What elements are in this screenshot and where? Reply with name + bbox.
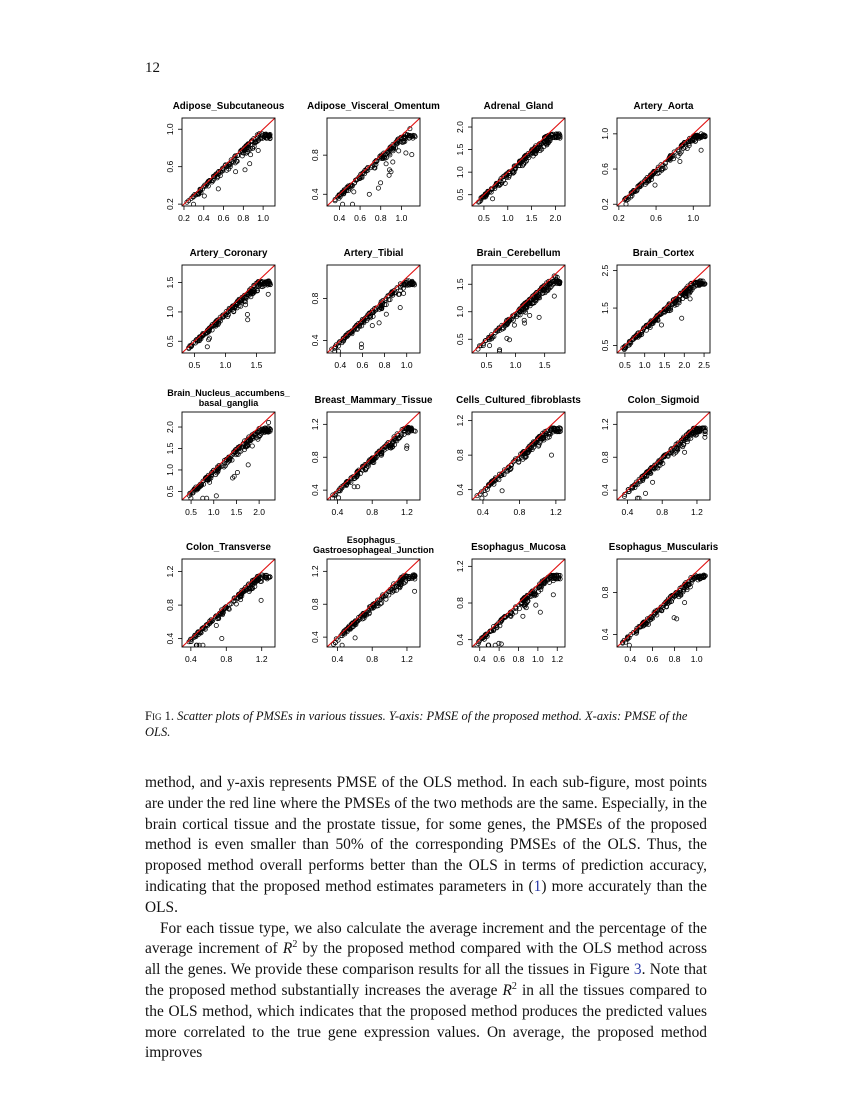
paragraph-1-part-3: ) more accurately than the OLS. (145, 877, 707, 916)
y-tick-label: 0.4 (310, 631, 320, 644)
y-tick-label: 0.4 (310, 334, 320, 347)
y-tick-label: 0.4 (165, 632, 175, 645)
scatter-point (552, 294, 556, 298)
points-group (330, 425, 417, 500)
paragraph-2-part-3: . Note that the proposed method substantially increases the average (145, 961, 707, 999)
x-tick-label: 0.6 (646, 654, 659, 664)
y-tick-label: 0.2 (165, 198, 175, 211)
x-tick-label: 0.8 (378, 360, 391, 370)
scatter-point (259, 598, 263, 602)
paragraph-2 (145, 919, 707, 1065)
scatter-point (249, 153, 253, 157)
scatter-point (491, 197, 495, 201)
scatter-panel (165, 101, 285, 223)
scatter-point (220, 636, 224, 640)
reference-line (327, 265, 420, 353)
x-tick-label: 0.4 (331, 654, 344, 664)
x-tick-label: 0.4 (473, 654, 486, 664)
scatter-point (214, 623, 218, 627)
y-tick-label: 0.5 (165, 335, 175, 348)
scatter-point (384, 312, 388, 316)
y-tick-label: 0.4 (310, 188, 320, 201)
reference-line (472, 265, 565, 353)
scatter-point (512, 323, 516, 327)
x-tick-label: 1.5 (525, 213, 538, 223)
scatter-point (202, 194, 206, 198)
scatter-point (659, 323, 663, 327)
points-group (187, 420, 272, 500)
y-tick-label: 0.5 (600, 339, 610, 352)
y-tick-label: 1.5 (165, 276, 175, 289)
scatter-point (246, 318, 250, 322)
y-tick-label: 0.8 (455, 597, 465, 609)
scatter-point (680, 316, 684, 320)
scatter-point (267, 420, 271, 424)
x-tick-label: 1.0 (509, 360, 522, 370)
scatter-point (675, 617, 679, 621)
panel-title: Artery_Tibial (343, 248, 404, 259)
x-tick-label: 1.2 (691, 507, 703, 517)
panel-title: Colon_Transverse (186, 542, 271, 553)
y-tick-label: 1.0 (600, 127, 610, 140)
y-tick-label: 1.0 (165, 464, 175, 476)
paragraph-1 (145, 773, 707, 919)
scatter-point (683, 601, 687, 605)
scatter-point (699, 148, 703, 152)
reference-line (182, 118, 275, 206)
scatter-point (643, 491, 647, 495)
y-tick-label: 0.8 (455, 449, 465, 462)
x-tick-label: 1.2 (401, 654, 413, 664)
points-group (331, 573, 417, 648)
panel-title: Esophagus_ (346, 535, 401, 545)
scatter-point (683, 450, 687, 454)
scatter-point (384, 162, 388, 166)
x-tick-label: 0.8 (374, 213, 387, 223)
x-tick-label: 1.0 (501, 213, 514, 223)
scatter-panel (455, 248, 565, 370)
x-tick-label: 2.5 (698, 360, 710, 370)
points-group (622, 426, 707, 500)
points-group (187, 279, 273, 351)
x-tick-label: 0.6 (356, 360, 369, 370)
y-tick-label: 0.4 (455, 633, 465, 646)
scatter-point (245, 312, 249, 316)
x-tick-label: 0.8 (513, 507, 526, 517)
x-tick-label: 1.0 (219, 360, 232, 370)
y-tick-label: 1.2 (455, 560, 465, 573)
points-group (187, 573, 272, 647)
y-tick-label: 1.0 (165, 123, 175, 136)
x-tick-label: 0.5 (480, 360, 493, 370)
scatter-point (370, 324, 374, 328)
scatter-point (653, 183, 657, 187)
x-tick-label: 0.4 (334, 360, 347, 370)
scatter-panel (165, 388, 291, 517)
reference-line (617, 118, 710, 206)
scatter-point (367, 192, 371, 196)
x-tick-label: 0.5 (478, 213, 490, 223)
scatter-point (352, 190, 356, 194)
reference-line (617, 265, 710, 353)
x-tick-label: 1.5 (538, 360, 551, 370)
x-tick-label: 1.0 (395, 213, 408, 223)
x-tick-label: 0.8 (237, 213, 250, 223)
x-tick-label: 1.2 (255, 654, 268, 664)
scatter-point (488, 344, 492, 348)
figure-caption (145, 708, 707, 740)
y-tick-label: 1.5 (455, 143, 465, 156)
caption-text: Scatter plots of PMSEs in various tissues. Y-axis: PMSE of the proposed method. X-axis: PMSE of the OLS. (145, 709, 688, 739)
y-tick-label: 1.2 (310, 565, 320, 578)
x-tick-label: 0.2 (612, 213, 625, 223)
figure-1-scatter-grid (140, 90, 720, 680)
x-tick-label: 0.5 (619, 360, 631, 370)
reference-line (182, 412, 275, 500)
x-tick-label: 1.0 (687, 213, 700, 223)
scatter-point (377, 321, 381, 325)
y-tick-label: 1.2 (165, 565, 175, 578)
scatter-panel (600, 248, 710, 370)
x-tick-label: 1.0 (531, 654, 544, 664)
x-tick-label: 1.0 (207, 507, 220, 517)
y-tick-label: 2.0 (165, 421, 175, 433)
points-group (476, 274, 562, 353)
y-tick-label: 1.2 (600, 418, 610, 431)
y-tick-label: 2.5 (600, 264, 610, 277)
points-group (475, 573, 562, 647)
scatter-panel (455, 395, 581, 517)
body-text (145, 773, 707, 1064)
x-tick-label: 1.5 (658, 360, 671, 370)
x-tick-label: 0.6 (493, 654, 506, 664)
scatter-point (398, 306, 402, 310)
panel-title: Cells_Cultured_fibroblasts (456, 395, 581, 406)
points-group (621, 573, 708, 647)
y-tick-label: 1.0 (455, 166, 465, 179)
scatter-point (522, 318, 526, 322)
reference-line (617, 412, 710, 500)
panel-title-line-2: Gastroesophageal_Junction (312, 545, 435, 555)
scatter-point (353, 636, 357, 640)
y-tick-label: 0.8 (165, 599, 175, 612)
scatter-point (537, 315, 541, 319)
x-tick-label: 0.4 (621, 507, 634, 517)
x-tick-label: 2.0 (253, 507, 266, 517)
page-number: 12 (145, 60, 160, 76)
y-tick-label: 1.2 (455, 414, 465, 427)
y-tick-label: 0.4 (455, 483, 465, 496)
x-tick-label: 0.4 (197, 213, 210, 223)
scatter-point (387, 173, 391, 177)
paragraph-2-part-1: For each tissue type, we also calculate the average increment and the percentage of the average increment of (145, 919, 707, 958)
x-tick-label: 2.0 (678, 360, 691, 370)
reference-line (327, 412, 420, 500)
y-tick-label: 0.8 (600, 451, 610, 464)
y-tick-label: 2.0 (455, 121, 465, 133)
x-tick-label: 1.2 (401, 507, 413, 517)
reference-line (182, 559, 275, 647)
points-group (623, 132, 708, 206)
panel-title: Brain_Nucleus_accumbens_ (167, 388, 290, 398)
scatter-point (651, 480, 655, 484)
x-tick-label: 2.0 (549, 213, 562, 223)
panel-title: Colon_Sigmoid (627, 395, 700, 406)
scatter-point (688, 297, 692, 301)
scatter-point (379, 181, 383, 185)
scatter-panel (165, 248, 275, 370)
x-tick-label: 0.4 (333, 213, 346, 223)
x-tick-label: 1.5 (250, 360, 263, 370)
scatter-panel (600, 542, 719, 664)
y-tick-label: 1.5 (600, 302, 610, 314)
x-tick-label: 1.5 (230, 507, 243, 517)
points-group (333, 127, 417, 207)
x-tick-label: 1.2 (551, 654, 564, 664)
x-tick-label: 0.8 (220, 654, 233, 664)
points-group (477, 132, 563, 204)
panel-title: Esophagus_Mucosa (471, 542, 566, 553)
y-tick-label: 0.4 (310, 484, 320, 497)
x-tick-label: 0.5 (188, 360, 201, 370)
scatter-panel (310, 248, 420, 370)
y-tick-label: 0.8 (310, 149, 320, 162)
x-tick-label: 0.6 (354, 213, 366, 223)
percent-value: 50% (335, 836, 364, 854)
scatter-point (205, 345, 209, 349)
x-tick-label: 0.8 (366, 654, 379, 664)
scatter-point (246, 463, 250, 467)
scatter-point (404, 151, 408, 155)
paragraph-1-part-1: method, and y-axis represents PMSE of the OLS method. In each sub-figure, most points are under the red line where the PMSEs of the two methods are the same. Especially, in the brain cortical tissue and the prostate tissue, for some genes, the PMSEs of the proposed method is even smaller than (145, 774, 707, 854)
panel-title: Adipose_Subcutaneous (172, 101, 285, 112)
scatter-point (500, 489, 504, 493)
x-tick-label: 0.4 (184, 654, 197, 664)
scatter-point (243, 168, 247, 172)
y-tick-label: 0.2 (600, 198, 610, 211)
panel-title: Esophagus_Muscularis (608, 542, 719, 553)
reference-line (617, 559, 710, 647)
x-tick-label: 0.2 (178, 213, 190, 223)
scatter-point (376, 186, 380, 190)
paragraph-2-part-4: in all the tissues compared to the OLS method, which indicates that the proposed method produces the predicted values more correlated to the true gene expression values. On average, the proposed method improves (145, 981, 708, 1062)
y-tick-label: 1.0 (455, 305, 465, 318)
scatter-point (214, 494, 218, 498)
y-tick-label: 0.4 (600, 484, 610, 497)
scatter-point (678, 159, 682, 163)
scatter-point (248, 162, 252, 166)
scatter-point (234, 170, 238, 174)
panel-title: Artery_Aorta (633, 101, 694, 112)
scatter-point (521, 614, 525, 618)
y-tick-label: 0.6 (165, 160, 175, 173)
caption-label: Fig 1. (145, 709, 174, 723)
scatter-point (266, 292, 270, 296)
x-tick-label: 0.4 (477, 507, 489, 517)
y-tick-label: 0.8 (310, 292, 320, 305)
y-tick-label: 0.6 (600, 163, 610, 175)
panel-title: Brain_Cortex (632, 248, 695, 259)
points-group (621, 279, 707, 352)
x-tick-label: 0.8 (512, 654, 525, 664)
x-tick-label: 0.8 (668, 654, 681, 664)
x-tick-label: 0.8 (656, 507, 669, 517)
x-tick-label: 0.6 (650, 213, 662, 223)
y-tick-label: 1.2 (310, 418, 320, 431)
scatter-point (337, 496, 341, 500)
scatter-point (410, 153, 414, 157)
y-tick-label: 1.0 (165, 306, 175, 318)
scatter-panel (165, 542, 275, 664)
reference-line (182, 265, 275, 353)
reference-line (327, 559, 420, 647)
panel-title: Adipose_Visceral_Omentum (307, 101, 440, 112)
panel-title: Breast_Mammary_Tissue (314, 395, 433, 406)
scatter-panel (600, 395, 710, 517)
y-tick-label: 0.4 (600, 628, 610, 641)
x-tick-label: 1.0 (638, 360, 651, 370)
points-group (330, 279, 417, 354)
scatter-panel (307, 101, 440, 223)
y-tick-label: 1.5 (165, 442, 175, 455)
y-tick-label: 0.8 (310, 598, 320, 611)
r-squared-symbol-2: R (502, 981, 512, 999)
scatter-point (549, 453, 553, 457)
x-tick-label: 1.0 (690, 654, 703, 664)
x-tick-label: 1.2 (549, 507, 562, 517)
x-tick-label: 0.8 (366, 507, 379, 517)
panel-title: Artery_Coronary (189, 248, 268, 259)
y-tick-label: 0.5 (455, 333, 465, 346)
reference-line (472, 118, 565, 206)
r-squared-symbol: R (282, 940, 293, 958)
reference-line (327, 118, 420, 206)
equation-reference-link[interactable]: 1 (533, 877, 542, 895)
y-tick-label: 0.8 (600, 586, 610, 599)
r-squared-exponent-2: 2 (511, 980, 517, 992)
panel-title: Adrenal_Gland (483, 101, 554, 112)
scatter-point (256, 148, 260, 152)
x-tick-label: 0.5 (185, 507, 197, 517)
reference-line (472, 559, 565, 647)
scatter-point (499, 642, 503, 646)
x-tick-label: 0.4 (624, 654, 637, 664)
y-tick-label: 1.5 (455, 278, 465, 291)
scatter-point (413, 589, 417, 593)
scatter-panel (600, 101, 710, 223)
r-squared-exponent: 2 (292, 939, 298, 951)
scatter-point (250, 444, 254, 448)
y-tick-label: 0.5 (165, 485, 175, 498)
scatter-point (216, 187, 220, 191)
x-tick-label: 1.0 (257, 213, 270, 223)
scatter-point (391, 160, 395, 164)
x-tick-label: 0.6 (217, 213, 230, 223)
scatter-panel (310, 535, 434, 664)
figure-reference-link[interactable]: 3 (633, 961, 642, 979)
scatter-panel (455, 542, 566, 664)
scatter-point (235, 470, 239, 474)
reference-line (472, 412, 565, 500)
panel-title: Brain_Cerebellum (476, 248, 561, 259)
paragraph-2-part-2: by the proposed method compared with the OLS method across all the genes. We provide these comparison results for all the tissues in Figure (145, 940, 707, 979)
points-group (475, 426, 563, 501)
paragraph-1-part-2: of the corresponding PMSEs of the OLS. Thus, the proposed method overall performs better than the OLS in terms of prediction accuracy, indicating that the proposed method estimates parameters in ( (145, 836, 707, 895)
points-group (185, 132, 272, 207)
y-tick-label: 0.5 (455, 188, 465, 201)
panel-title-line-2: basal_ganglia (198, 398, 259, 408)
y-tick-label: 0.8 (310, 451, 320, 464)
scatter-point (551, 593, 555, 597)
scatter-point (528, 313, 532, 317)
scatter-point (672, 616, 676, 620)
x-tick-label: 1.0 (400, 360, 413, 370)
scatter-panel (310, 395, 433, 517)
x-tick-label: 0.4 (331, 507, 344, 517)
scatter-point (534, 603, 538, 607)
scatter-point (538, 610, 542, 614)
scatter-panel (455, 101, 565, 223)
